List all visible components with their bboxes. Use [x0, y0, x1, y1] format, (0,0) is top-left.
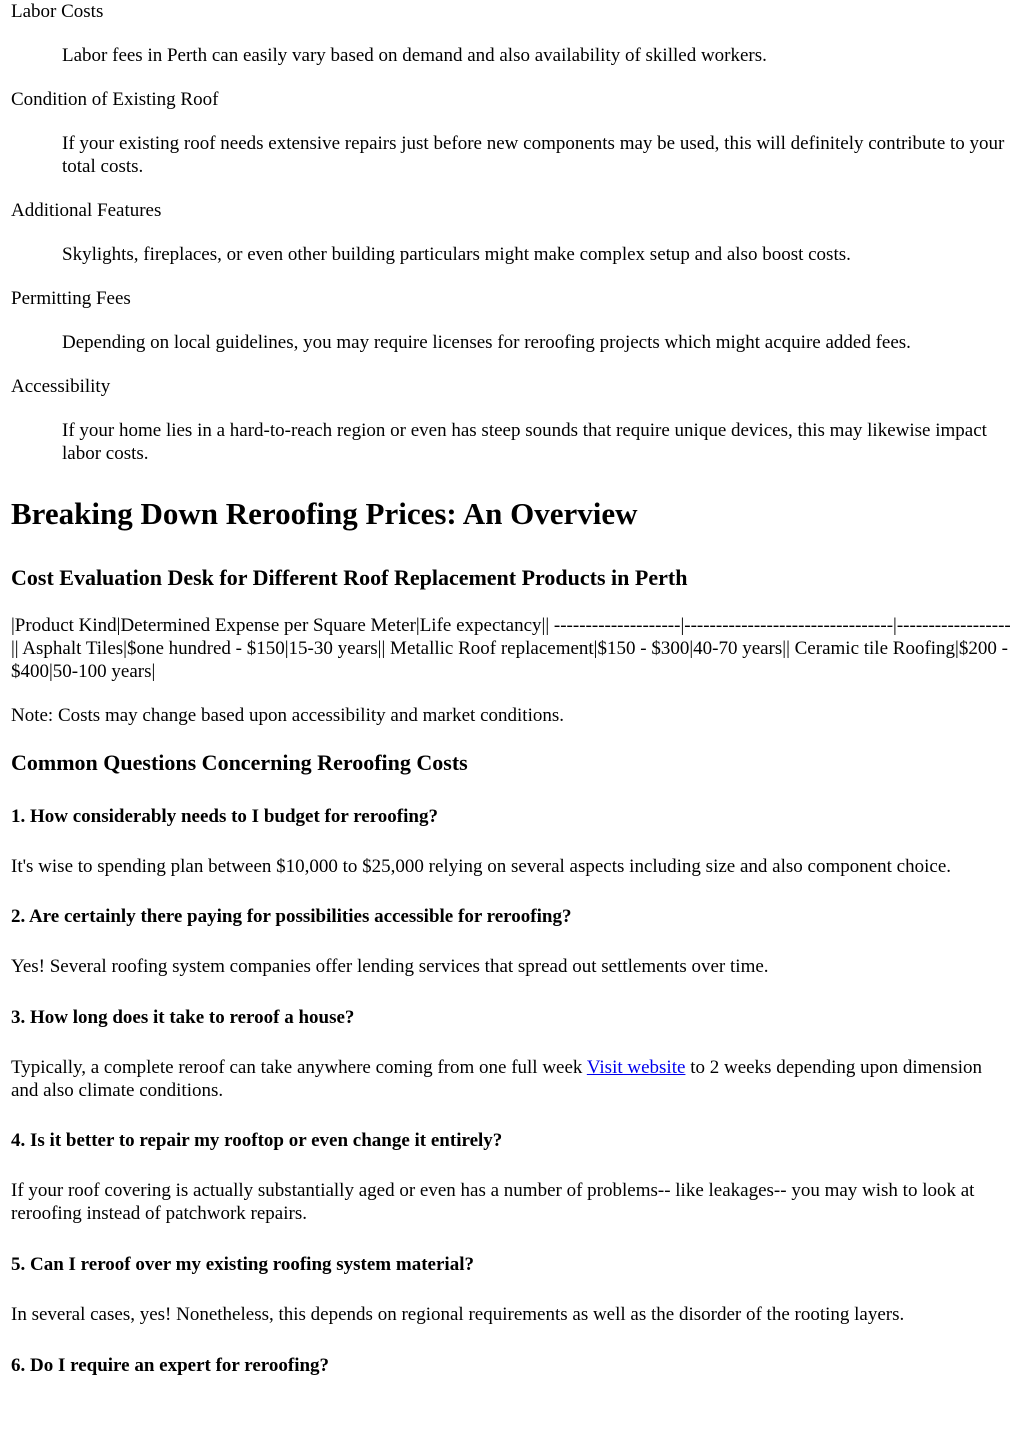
cost-factors-list	[11, 0, 1014, 465]
factor-term-roof-condition: Condition of Existing Roof	[11, 89, 219, 110]
faq-answer-3-text-before: Typically, a complete reroof can take anywhere coming from one full week	[11, 1057, 587, 1078]
faq-answer-4: If your roof covering is actually substantially aged or even has a number of problems-- like leakages-- you may wish to look at reroofing instead of patchwork repairs.	[11, 1180, 975, 1224]
factor-desc-additional-features: Skylights, fireplaces, or even other building particulars might make complex setup and also boost costs.	[62, 244, 851, 265]
faq-answer-3	[11, 1056, 1014, 1102]
faq-answer-5: In several cases, yes! Nonetheless, this depends on regional requirements as well as the disorder of the rooting layers.	[11, 1304, 905, 1325]
factor-desc-roof-condition: If your existing roof needs extensive repairs just before new components may be used, this will definitely contribute to your total costs.	[62, 133, 1005, 177]
factor-desc-permitting: Depending on local guidelines, you may require licenses for reroofing projects which might acquire added fees.	[62, 332, 911, 353]
faq-question-1: 1. How considerably needs to I budget for reroofing?	[11, 806, 438, 827]
faq-question-2: 2. Are certainly there paying for possibilities accessible for reroofing?	[11, 906, 572, 927]
cost-table-text: |Product Kind|Determined Expense per Square Meter|Life expectancy|| --------------------|---------------------------------|------------------|| Asphalt Tiles|$one hundred - $150|15-30 years|| Metallic Roof replacement|$150 - $300|40-70 years|| Ceramic tile Roofing|$200 - $400|50-100 years|	[11, 615, 1011, 682]
factor-desc-labor: Labor fees in Perth can easily vary based on demand and also availability of skilled workers.	[62, 45, 767, 66]
faq-answer-3-text-after: to 2 weeks depending upon dimension and also climate conditions.	[11, 1057, 983, 1101]
cost-note: Note: Costs may change based upon accessibility and market conditions.	[11, 705, 564, 726]
faq-answer-1: It's wise to spending plan between $10,000 to $25,000 relying on several aspects including size and also component choice.	[11, 856, 952, 877]
cost-table-heading: Cost Evaluation Desk for Different Roof Replacement Products in Perth	[11, 565, 688, 590]
overview-heading: Breaking Down Reroofing Prices: An Overview	[11, 496, 638, 531]
factor-term-permitting: Permitting Fees	[11, 288, 131, 309]
factor-term-labor: Labor Costs	[11, 1, 104, 22]
visit-website-link[interactable]: Visit website	[586, 1057, 686, 1078]
factor-desc-accessibility: If your home lies in a hard-to-reach region or even has steep sounds that require unique devices, this may likewise impact labor costs.	[62, 420, 987, 464]
faq-question-5: 5. Can I reroof over my existing roofing system material?	[11, 1254, 474, 1275]
faq-question-6: 6. Do I require an expert for reroofing?	[11, 1355, 330, 1376]
faq-question-3: 3. How long does it take to reroof a house?	[11, 1007, 355, 1028]
faq-question-4: 4. Is it better to repair my rooftop or even change it entirely?	[11, 1130, 503, 1151]
factor-term-accessibility: Accessibility	[11, 376, 111, 397]
faq-heading: Common Questions Concerning Reroofing Costs	[11, 750, 468, 775]
faq-answer-2: Yes! Several roofing system companies offer lending services that spread out settlements over time.	[11, 956, 769, 977]
factor-term-additional-features: Additional Features	[11, 200, 162, 221]
